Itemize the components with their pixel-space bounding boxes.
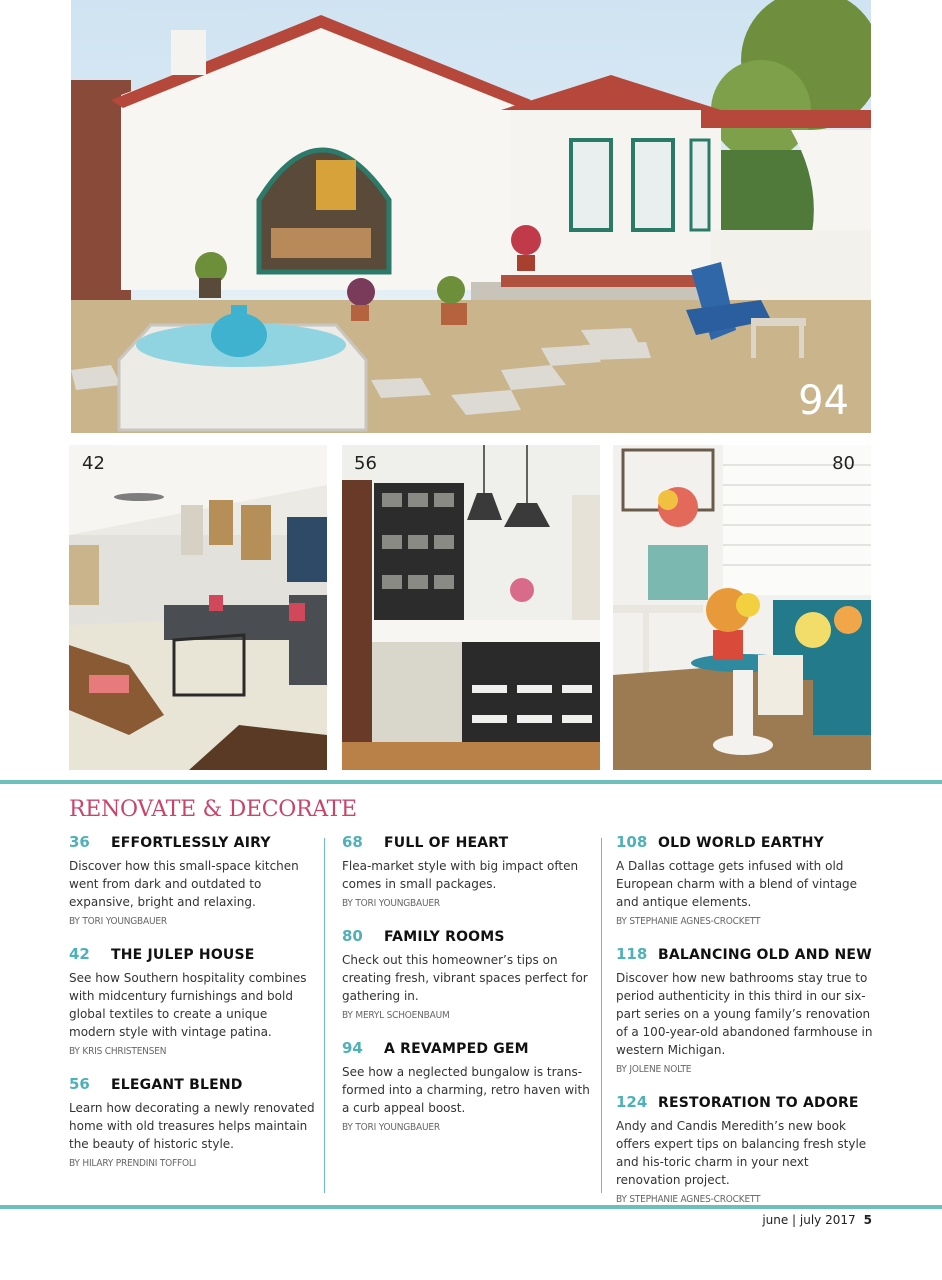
entry-page-number: 124 — [616, 1093, 648, 1111]
photo-page-number-80: 80 — [832, 453, 855, 474]
toc-entry[interactable] — [616, 945, 874, 1075]
entry-title: FAMILY ROOMS — [384, 929, 505, 945]
entry-page-number: 108 — [616, 833, 648, 851]
entry-byline: BY STEPHANIE AGNES-CROCKETT — [616, 1194, 761, 1205]
entry-description: Andy and Candis Meredith’s new book offers expert tips on balancing fresh style and his-toric charm in your next renovation project. — [616, 1119, 867, 1187]
entry-title: THE JULEP HOUSE — [111, 947, 255, 963]
entry-byline: BY TORI YOUNGBAUER — [342, 1122, 440, 1133]
entry-byline: BY TORI YOUNGBAUER — [69, 916, 167, 927]
entry-description: A Dallas cottage gets infused with old European charm with a blend of vintage and antique elements. — [616, 859, 858, 909]
entry-page-number: 68 — [342, 833, 363, 851]
photo-living-room — [69, 445, 327, 770]
bottom-divider-rule — [0, 1205, 942, 1209]
toc-column-1 — [69, 833, 317, 1187]
entry-title: BALANCING OLD AND NEW — [658, 947, 872, 963]
page-folio — [762, 1213, 872, 1227]
top-divider-rule — [0, 780, 942, 784]
entry-page-number: 56 — [69, 1075, 90, 1093]
toc-entry[interactable] — [342, 833, 590, 909]
toc-entry[interactable] — [69, 1075, 317, 1169]
entry-byline: BY KRIS CHRISTENSEN — [69, 1046, 167, 1057]
entry-page-number: 42 — [69, 945, 90, 963]
entry-description: Flea-market style with big impact often comes in small packages. — [342, 859, 579, 891]
entry-byline: BY STEPHANIE AGNES-CROCKETT — [616, 916, 761, 927]
entry-description: Learn how decorating a newly renovated home with old treasures helps maintain the beauty of historic style. — [69, 1101, 315, 1151]
toc-entry[interactable] — [616, 833, 874, 927]
photo-page-number-42: 42 — [82, 453, 105, 474]
entry-page-number: 118 — [616, 945, 648, 963]
entry-title: A REVAMPED GEM — [384, 1041, 529, 1057]
entry-description: Check out this homeowner’s tips on creating fresh, vibrant spaces perfect for gathering in. — [342, 953, 588, 1003]
entry-byline: BY JOLENE NOLTE — [616, 1064, 692, 1075]
toc-entry[interactable] — [69, 833, 317, 927]
page-number: 5 — [863, 1213, 872, 1227]
entry-title: OLD WORLD EARTHY — [658, 835, 825, 851]
entry-description: Discover how this small-space kitchen went from dark and outdated to expansive, bright and relaxing. — [69, 859, 299, 909]
photo-kitchen — [342, 445, 600, 770]
column-divider — [324, 838, 325, 1193]
entry-page-number: 36 — [69, 833, 90, 851]
photo-family-room — [613, 445, 871, 770]
entry-byline: BY MERYL SCHOENBAUM — [342, 1010, 450, 1021]
entry-title: FULL OF HEART — [384, 835, 509, 851]
photo-page-number-56: 56 — [354, 453, 377, 474]
toc-column-3 — [616, 833, 874, 1223]
entry-byline: BY HILARY PRENDINI TOFFOLI — [69, 1158, 197, 1169]
entry-description: See how Southern hospitality combines with midcentury furnishings and bold global textiles to create a unique modern style with vintage patina. — [69, 971, 307, 1039]
issue-date: june | july 2017 — [762, 1213, 856, 1227]
toc-entry[interactable] — [616, 1093, 874, 1205]
entry-page-number: 94 — [342, 1039, 363, 1057]
entry-byline: BY TORI YOUNGBAUER — [342, 898, 440, 909]
column-divider — [601, 838, 602, 1193]
section-title: RENOVATE & DECORATE — [69, 797, 357, 822]
entry-title: ELEGANT BLEND — [111, 1077, 243, 1093]
toc-entry[interactable] — [342, 927, 590, 1021]
entry-description: See how a neglected bungalow is trans-formed into a charming, retro haven with a curb appeal boost. — [342, 1065, 590, 1115]
hero-page-number: 94 — [798, 378, 849, 424]
entry-title: EFFORTLESSLY AIRY — [111, 835, 271, 851]
toc-entry[interactable] — [342, 1039, 590, 1133]
toc-entry[interactable] — [69, 945, 317, 1057]
entry-page-number: 80 — [342, 927, 363, 945]
entry-description: Discover how new bathrooms stay true to period authenticity in this third in our six-part series on a young family’s renovation of a 100-year-old abandoned farmhouse in western Michigan. — [616, 971, 873, 1057]
toc-column-2 — [342, 833, 590, 1151]
hero-photo-bungalow — [71, 0, 871, 433]
entry-title: RESTORATION TO ADORE — [658, 1095, 859, 1111]
